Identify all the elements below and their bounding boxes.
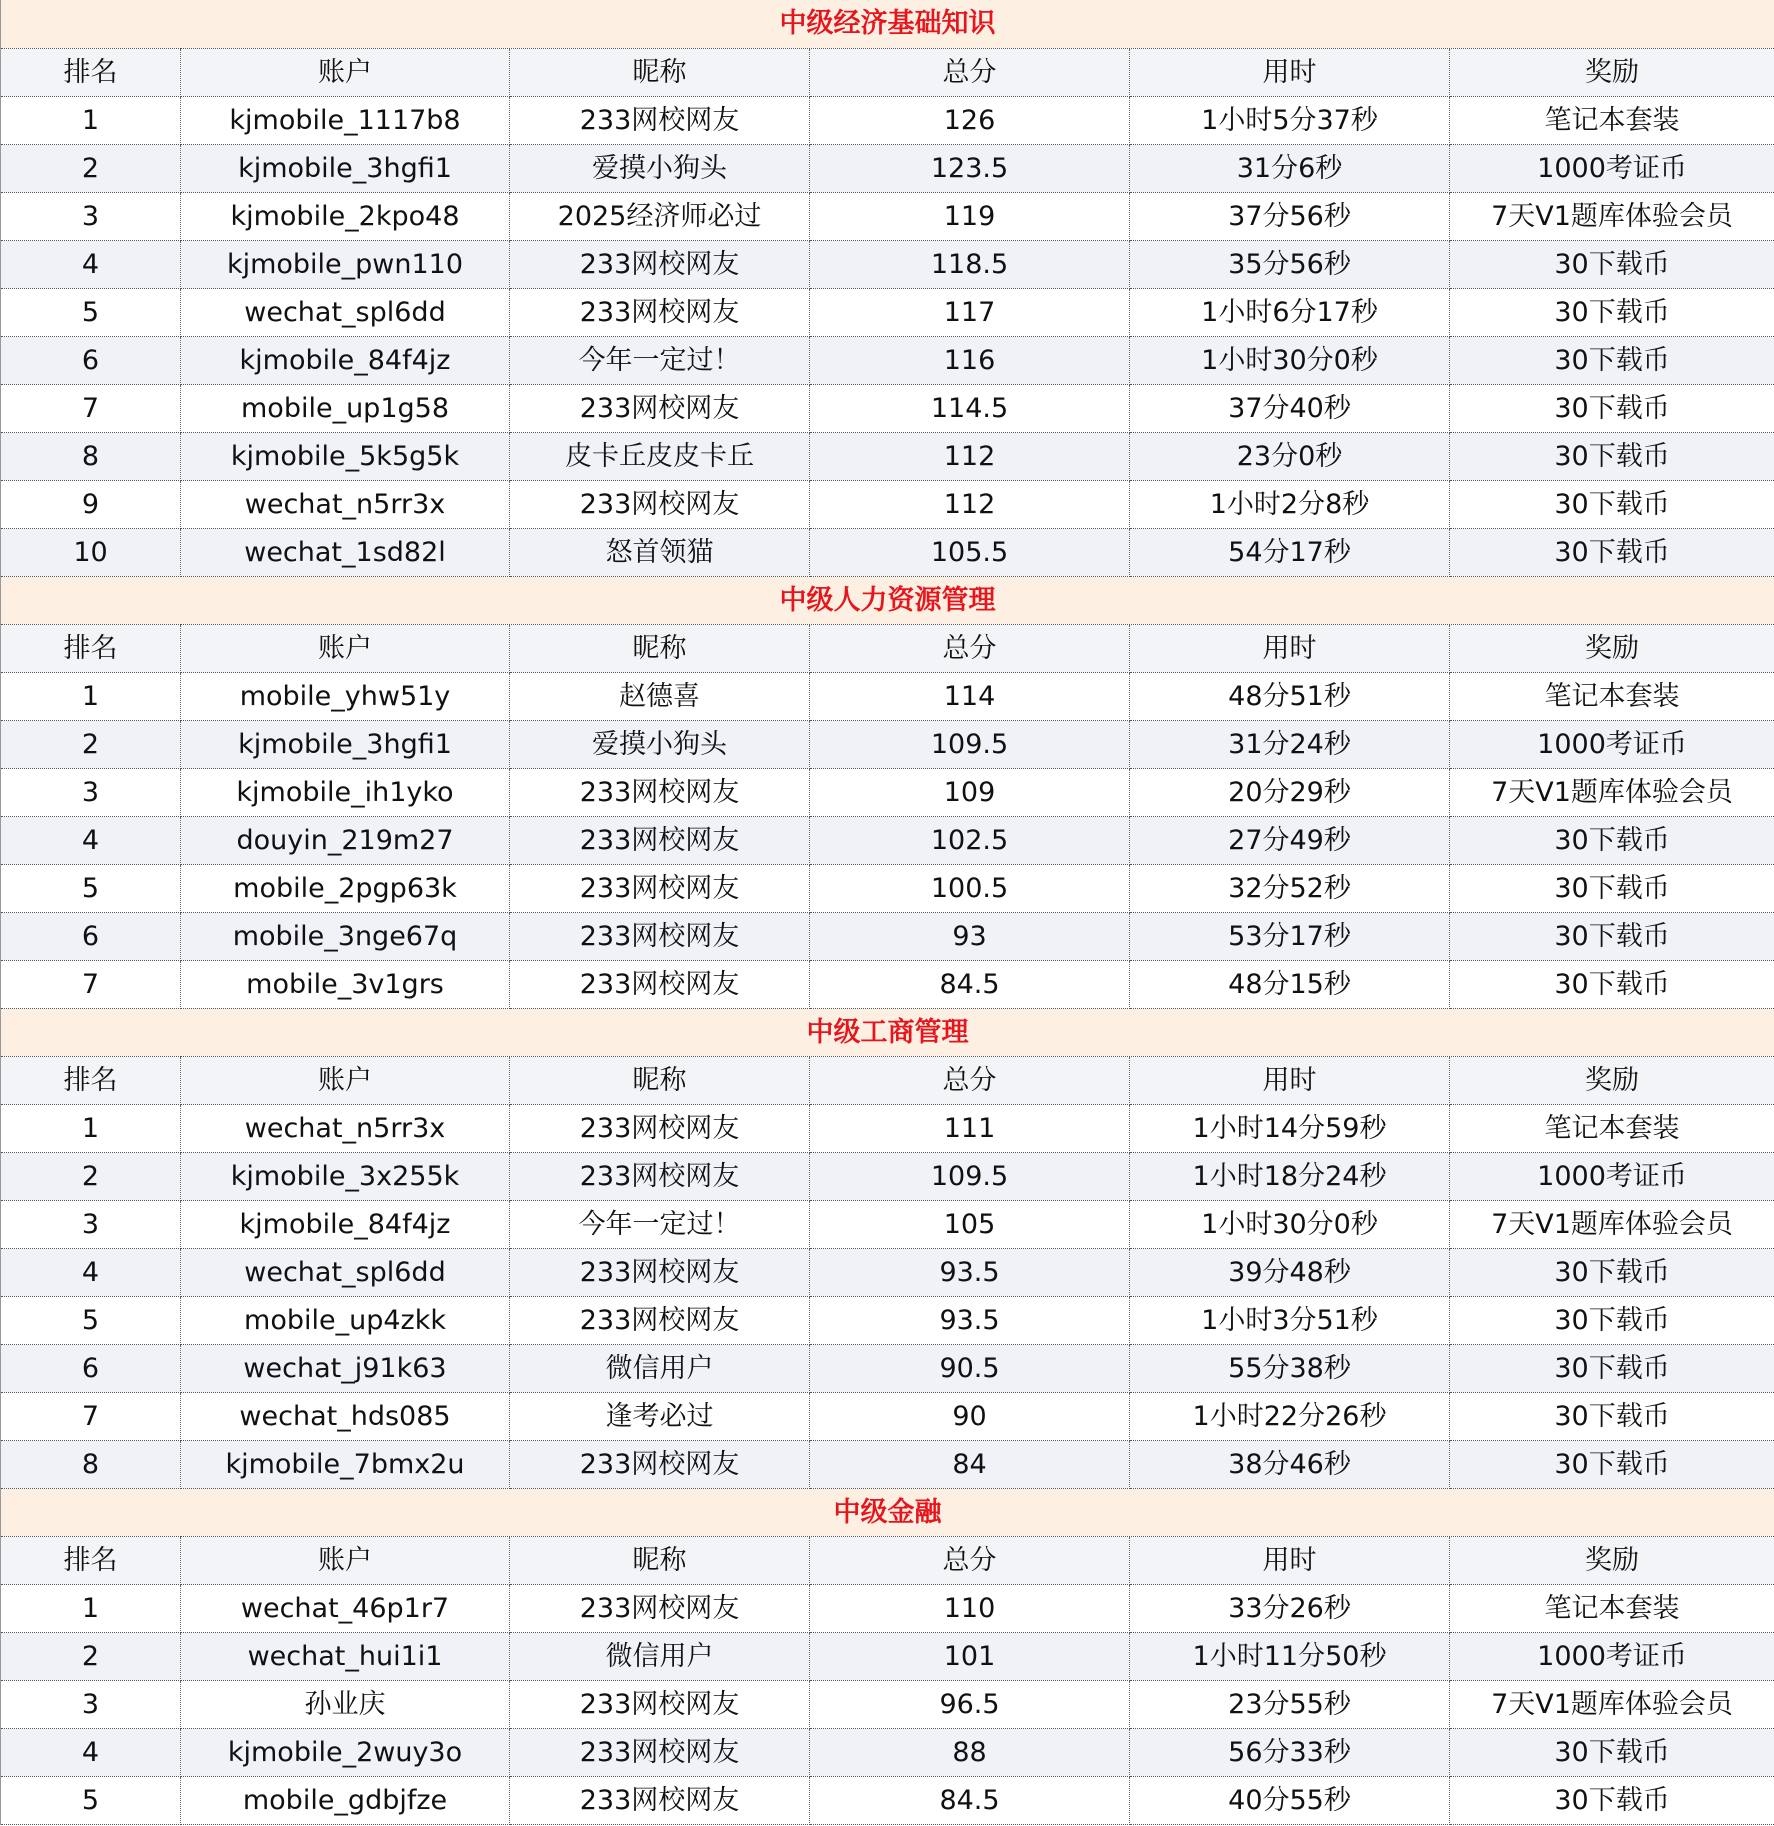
column-header-nickname: 昵称 bbox=[510, 1536, 810, 1584]
cell-time: 1小时6分17秒 bbox=[1130, 288, 1450, 336]
cell-time: 20分29秒 bbox=[1130, 768, 1450, 816]
cell-nickname: 233网校网友 bbox=[510, 1152, 810, 1200]
cell-score: 96.5 bbox=[810, 1680, 1130, 1728]
cell-score: 109.5 bbox=[810, 720, 1130, 768]
column-header-score: 总分 bbox=[810, 1536, 1130, 1584]
cell-score: 110 bbox=[810, 1584, 1130, 1632]
cell-account: mobile_up1g58 bbox=[181, 384, 510, 432]
cell-nickname: 233网校网友 bbox=[510, 912, 810, 960]
cell-rank: 7 bbox=[1, 960, 181, 1008]
cell-time: 40分55秒 bbox=[1130, 1776, 1450, 1824]
cell-nickname: 爱摸小狗头 bbox=[510, 144, 810, 192]
cell-reward: 30下载币 bbox=[1450, 240, 1774, 288]
cell-rank: 5 bbox=[1, 864, 181, 912]
cell-rank: 10 bbox=[1, 528, 181, 576]
cell-nickname: 233网校网友 bbox=[510, 1296, 810, 1344]
column-header-time: 用时 bbox=[1130, 1056, 1450, 1104]
cell-reward: 笔记本套装 bbox=[1450, 1104, 1774, 1152]
cell-score: 84.5 bbox=[810, 960, 1130, 1008]
column-header-row bbox=[1, 48, 1774, 96]
column-header-nickname: 昵称 bbox=[510, 624, 810, 672]
cell-reward: 30下载币 bbox=[1450, 912, 1774, 960]
table-row bbox=[1, 384, 1774, 432]
cell-time: 1小时11分50秒 bbox=[1130, 1632, 1450, 1680]
cell-nickname: 赵德喜 bbox=[510, 672, 810, 720]
cell-time: 1小时14分59秒 bbox=[1130, 1104, 1450, 1152]
section-title: 中级经济基础知识 bbox=[1, 0, 1774, 48]
cell-score: 123.5 bbox=[810, 144, 1130, 192]
table-row bbox=[1, 1200, 1774, 1248]
cell-rank: 5 bbox=[1, 1296, 181, 1344]
cell-reward: 7天V1题库体验会员 bbox=[1450, 768, 1774, 816]
cell-account: mobile_3nge67q bbox=[181, 912, 510, 960]
cell-time: 23分55秒 bbox=[1130, 1680, 1450, 1728]
cell-account: 孙业庆 bbox=[181, 1680, 510, 1728]
cell-score: 117 bbox=[810, 288, 1130, 336]
cell-reward: 7天V1题库体验会员 bbox=[1450, 1680, 1774, 1728]
cell-rank: 2 bbox=[1, 1152, 181, 1200]
table-row bbox=[1, 864, 1774, 912]
cell-reward: 30下载币 bbox=[1450, 432, 1774, 480]
cell-rank: 5 bbox=[1, 1776, 181, 1824]
cell-reward: 笔记本套装 bbox=[1450, 672, 1774, 720]
cell-score: 93 bbox=[810, 912, 1130, 960]
table-row bbox=[1, 1584, 1774, 1632]
cell-rank: 6 bbox=[1, 1344, 181, 1392]
table-row bbox=[1, 240, 1774, 288]
cell-reward: 7天V1题库体验会员 bbox=[1450, 1200, 1774, 1248]
cell-rank: 7 bbox=[1, 384, 181, 432]
table-row bbox=[1, 960, 1774, 1008]
cell-reward: 笔记本套装 bbox=[1450, 96, 1774, 144]
cell-time: 1小时5分37秒 bbox=[1130, 96, 1450, 144]
cell-rank: 4 bbox=[1, 240, 181, 288]
column-header-rank: 排名 bbox=[1, 1536, 181, 1584]
cell-rank: 2 bbox=[1, 720, 181, 768]
cell-reward: 30下载币 bbox=[1450, 480, 1774, 528]
cell-account: wechat_1sd82l bbox=[181, 528, 510, 576]
table-row bbox=[1, 1440, 1774, 1488]
column-header-reward: 奖励 bbox=[1450, 1056, 1774, 1104]
column-header-rank: 排名 bbox=[1, 624, 181, 672]
column-header-row bbox=[1, 624, 1774, 672]
cell-score: 126 bbox=[810, 96, 1130, 144]
table-row bbox=[1, 288, 1774, 336]
table-row bbox=[1, 768, 1774, 816]
cell-score: 100.5 bbox=[810, 864, 1130, 912]
cell-account: mobile_up4zkk bbox=[181, 1296, 510, 1344]
cell-nickname: 233网校网友 bbox=[510, 864, 810, 912]
table-row bbox=[1, 720, 1774, 768]
cell-score: 111 bbox=[810, 1104, 1130, 1152]
table-row bbox=[1, 96, 1774, 144]
cell-time: 33分26秒 bbox=[1130, 1584, 1450, 1632]
cell-account: kjmobile_7bmx2u bbox=[181, 1440, 510, 1488]
column-header-rank: 排名 bbox=[1, 48, 181, 96]
section-title-row bbox=[1, 1008, 1774, 1056]
column-header-row bbox=[1, 1056, 1774, 1104]
cell-nickname: 233网校网友 bbox=[510, 480, 810, 528]
cell-account: kjmobile_84f4jz bbox=[181, 1200, 510, 1248]
cell-reward: 7天V1题库体验会员 bbox=[1450, 192, 1774, 240]
table-row bbox=[1, 192, 1774, 240]
cell-rank: 7 bbox=[1, 1392, 181, 1440]
cell-account: wechat_n5rr3x bbox=[181, 1104, 510, 1152]
cell-rank: 3 bbox=[1, 768, 181, 816]
cell-rank: 1 bbox=[1, 96, 181, 144]
cell-reward: 1000考证币 bbox=[1450, 1152, 1774, 1200]
column-header-reward: 奖励 bbox=[1450, 1536, 1774, 1584]
cell-account: kjmobile_1117b8 bbox=[181, 96, 510, 144]
cell-nickname: 233网校网友 bbox=[510, 1104, 810, 1152]
cell-rank: 8 bbox=[1, 1440, 181, 1488]
cell-reward: 30下载币 bbox=[1450, 864, 1774, 912]
cell-reward: 30下载币 bbox=[1450, 960, 1774, 1008]
cell-account: wechat_hui1i1 bbox=[181, 1632, 510, 1680]
cell-reward: 30下载币 bbox=[1450, 528, 1774, 576]
table-row bbox=[1, 480, 1774, 528]
cell-nickname: 233网校网友 bbox=[510, 240, 810, 288]
table-row bbox=[1, 816, 1774, 864]
cell-rank: 8 bbox=[1, 432, 181, 480]
cell-time: 53分17秒 bbox=[1130, 912, 1450, 960]
column-header-time: 用时 bbox=[1130, 1536, 1450, 1584]
cell-nickname: 233网校网友 bbox=[510, 1680, 810, 1728]
section-title: 中级人力资源管理 bbox=[1, 576, 1774, 624]
column-header-rank: 排名 bbox=[1, 1056, 181, 1104]
column-header-score: 总分 bbox=[810, 1056, 1130, 1104]
cell-reward: 1000考证币 bbox=[1450, 720, 1774, 768]
cell-reward: 30下载币 bbox=[1450, 1392, 1774, 1440]
cell-nickname: 今年一定过！ bbox=[510, 1200, 810, 1248]
cell-reward: 30下载币 bbox=[1450, 1344, 1774, 1392]
cell-score: 90 bbox=[810, 1392, 1130, 1440]
cell-reward: 30下载币 bbox=[1450, 1728, 1774, 1776]
cell-reward: 30下载币 bbox=[1450, 1296, 1774, 1344]
cell-score: 105 bbox=[810, 1200, 1130, 1248]
cell-nickname: 爱摸小狗头 bbox=[510, 720, 810, 768]
cell-nickname: 皮卡丘皮皮卡丘 bbox=[510, 432, 810, 480]
cell-rank: 4 bbox=[1, 1248, 181, 1296]
table-row bbox=[1, 1344, 1774, 1392]
cell-score: 109 bbox=[810, 768, 1130, 816]
cell-time: 39分48秒 bbox=[1130, 1248, 1450, 1296]
cell-reward: 30下载币 bbox=[1450, 1440, 1774, 1488]
table-row bbox=[1, 1104, 1774, 1152]
cell-rank: 3 bbox=[1, 192, 181, 240]
cell-time: 1小时2分8秒 bbox=[1130, 480, 1450, 528]
cell-reward: 30下载币 bbox=[1450, 816, 1774, 864]
cell-account: kjmobile_3hgfi1 bbox=[181, 720, 510, 768]
cell-time: 55分38秒 bbox=[1130, 1344, 1450, 1392]
cell-time: 37分40秒 bbox=[1130, 384, 1450, 432]
cell-time: 1小时18分24秒 bbox=[1130, 1152, 1450, 1200]
cell-score: 116 bbox=[810, 336, 1130, 384]
cell-time: 48分15秒 bbox=[1130, 960, 1450, 1008]
cell-nickname: 微信用户 bbox=[510, 1344, 810, 1392]
cell-reward: 30下载币 bbox=[1450, 336, 1774, 384]
cell-account: kjmobile_3hgfi1 bbox=[181, 144, 510, 192]
cell-time: 1小时30分0秒 bbox=[1130, 336, 1450, 384]
cell-nickname: 2025经济师必过 bbox=[510, 192, 810, 240]
cell-nickname: 233网校网友 bbox=[510, 960, 810, 1008]
cell-account: wechat_spl6dd bbox=[181, 288, 510, 336]
cell-account: wechat_46p1r7 bbox=[181, 1584, 510, 1632]
cell-score: 114 bbox=[810, 672, 1130, 720]
cell-nickname: 233网校网友 bbox=[510, 288, 810, 336]
cell-time: 1小时22分26秒 bbox=[1130, 1392, 1450, 1440]
cell-reward: 1000考证币 bbox=[1450, 144, 1774, 192]
column-header-time: 用时 bbox=[1130, 48, 1450, 96]
column-header-row bbox=[1, 1536, 1774, 1584]
cell-nickname: 逢考必过 bbox=[510, 1392, 810, 1440]
cell-time: 31分24秒 bbox=[1130, 720, 1450, 768]
cell-rank: 3 bbox=[1, 1680, 181, 1728]
cell-score: 112 bbox=[810, 480, 1130, 528]
table-row bbox=[1, 336, 1774, 384]
cell-rank: 1 bbox=[1, 1584, 181, 1632]
cell-account: mobile_yhw51y bbox=[181, 672, 510, 720]
cell-reward: 1000考证币 bbox=[1450, 1632, 1774, 1680]
cell-reward: 30下载币 bbox=[1450, 288, 1774, 336]
cell-account: kjmobile_2kpo48 bbox=[181, 192, 510, 240]
column-header-account: 账户 bbox=[181, 624, 510, 672]
cell-time: 32分52秒 bbox=[1130, 864, 1450, 912]
cell-rank: 6 bbox=[1, 336, 181, 384]
cell-nickname: 233网校网友 bbox=[510, 768, 810, 816]
table-row bbox=[1, 1680, 1774, 1728]
cell-score: 93.5 bbox=[810, 1296, 1130, 1344]
cell-reward: 30下载币 bbox=[1450, 1776, 1774, 1824]
section-title: 中级工商管理 bbox=[1, 1008, 1774, 1056]
cell-rank: 5 bbox=[1, 288, 181, 336]
cell-account: kjmobile_ih1yko bbox=[181, 768, 510, 816]
cell-time: 48分51秒 bbox=[1130, 672, 1450, 720]
cell-rank: 3 bbox=[1, 1200, 181, 1248]
table-row bbox=[1, 1632, 1774, 1680]
cell-score: 109.5 bbox=[810, 1152, 1130, 1200]
cell-score: 119 bbox=[810, 192, 1130, 240]
cell-score: 101 bbox=[810, 1632, 1130, 1680]
table-row bbox=[1, 432, 1774, 480]
section-title: 中级金融 bbox=[1, 1488, 1774, 1536]
cell-score: 90.5 bbox=[810, 1344, 1130, 1392]
column-header-account: 账户 bbox=[181, 1536, 510, 1584]
table-row bbox=[1, 672, 1774, 720]
cell-time: 54分17秒 bbox=[1130, 528, 1450, 576]
cell-rank: 4 bbox=[1, 1728, 181, 1776]
cell-rank: 2 bbox=[1, 1632, 181, 1680]
cell-time: 37分56秒 bbox=[1130, 192, 1450, 240]
cell-rank: 1 bbox=[1, 672, 181, 720]
cell-time: 1小时3分51秒 bbox=[1130, 1296, 1450, 1344]
cell-score: 112 bbox=[810, 432, 1130, 480]
column-header-account: 账户 bbox=[181, 48, 510, 96]
cell-time: 31分6秒 bbox=[1130, 144, 1450, 192]
cell-nickname: 微信用户 bbox=[510, 1632, 810, 1680]
cell-nickname: 233网校网友 bbox=[510, 1776, 810, 1824]
cell-score: 118.5 bbox=[810, 240, 1130, 288]
cell-reward: 30下载币 bbox=[1450, 1248, 1774, 1296]
cell-nickname: 233网校网友 bbox=[510, 96, 810, 144]
cell-score: 102.5 bbox=[810, 816, 1130, 864]
column-header-score: 总分 bbox=[810, 624, 1130, 672]
cell-score: 84.5 bbox=[810, 1776, 1130, 1824]
cell-time: 35分56秒 bbox=[1130, 240, 1450, 288]
cell-nickname: 233网校网友 bbox=[510, 1584, 810, 1632]
cell-nickname: 233网校网友 bbox=[510, 816, 810, 864]
cell-time: 23分0秒 bbox=[1130, 432, 1450, 480]
cell-nickname: 怒首领猫 bbox=[510, 528, 810, 576]
cell-account: wechat_spl6dd bbox=[181, 1248, 510, 1296]
cell-account: kjmobile_5k5g5k bbox=[181, 432, 510, 480]
cell-rank: 4 bbox=[1, 816, 181, 864]
cell-time: 56分33秒 bbox=[1130, 1728, 1450, 1776]
column-header-account: 账户 bbox=[181, 1056, 510, 1104]
column-header-reward: 奖励 bbox=[1450, 624, 1774, 672]
cell-account: kjmobile_2wuy3o bbox=[181, 1728, 510, 1776]
cell-reward: 笔记本套装 bbox=[1450, 1584, 1774, 1632]
table-row bbox=[1, 528, 1774, 576]
cell-rank: 6 bbox=[1, 912, 181, 960]
cell-time: 38分46秒 bbox=[1130, 1440, 1450, 1488]
table-row bbox=[1, 144, 1774, 192]
table-row bbox=[1, 1248, 1774, 1296]
cell-account: mobile_2pgp63k bbox=[181, 864, 510, 912]
column-header-time: 用时 bbox=[1130, 624, 1450, 672]
cell-rank: 2 bbox=[1, 144, 181, 192]
section-title-row bbox=[1, 1488, 1774, 1536]
cell-account: wechat_hds085 bbox=[181, 1392, 510, 1440]
column-header-score: 总分 bbox=[810, 48, 1130, 96]
table-row bbox=[1, 1776, 1774, 1824]
cell-nickname: 233网校网友 bbox=[510, 384, 810, 432]
cell-rank: 9 bbox=[1, 480, 181, 528]
cell-score: 93.5 bbox=[810, 1248, 1130, 1296]
table-row bbox=[1, 1152, 1774, 1200]
cell-account: kjmobile_pwn110 bbox=[181, 240, 510, 288]
cell-account: kjmobile_84f4jz bbox=[181, 336, 510, 384]
cell-score: 105.5 bbox=[810, 528, 1130, 576]
cell-reward: 30下载币 bbox=[1450, 384, 1774, 432]
section-title-row bbox=[1, 576, 1774, 624]
cell-score: 114.5 bbox=[810, 384, 1130, 432]
cell-nickname: 今年一定过！ bbox=[510, 336, 810, 384]
ranking-table-body bbox=[1, 0, 1774, 1824]
cell-score: 84 bbox=[810, 1440, 1130, 1488]
table-row bbox=[1, 1392, 1774, 1440]
cell-time: 27分49秒 bbox=[1130, 816, 1450, 864]
cell-account: douyin_219m27 bbox=[181, 816, 510, 864]
cell-score: 88 bbox=[810, 1728, 1130, 1776]
column-header-reward: 奖励 bbox=[1450, 48, 1774, 96]
cell-nickname: 233网校网友 bbox=[510, 1248, 810, 1296]
table-row bbox=[1, 1296, 1774, 1344]
section-title-row bbox=[1, 0, 1774, 48]
cell-rank: 1 bbox=[1, 1104, 181, 1152]
table-row bbox=[1, 1728, 1774, 1776]
cell-time: 1小时30分0秒 bbox=[1130, 1200, 1450, 1248]
cell-nickname: 233网校网友 bbox=[510, 1440, 810, 1488]
cell-account: kjmobile_3x255k bbox=[181, 1152, 510, 1200]
cell-account: mobile_gdbjfze bbox=[181, 1776, 510, 1824]
cell-account: wechat_j91k63 bbox=[181, 1344, 510, 1392]
cell-account: mobile_3v1grs bbox=[181, 960, 510, 1008]
cell-account: wechat_n5rr3x bbox=[181, 480, 510, 528]
table-row bbox=[1, 912, 1774, 960]
cell-nickname: 233网校网友 bbox=[510, 1728, 810, 1776]
column-header-nickname: 昵称 bbox=[510, 1056, 810, 1104]
column-header-nickname: 昵称 bbox=[510, 48, 810, 96]
